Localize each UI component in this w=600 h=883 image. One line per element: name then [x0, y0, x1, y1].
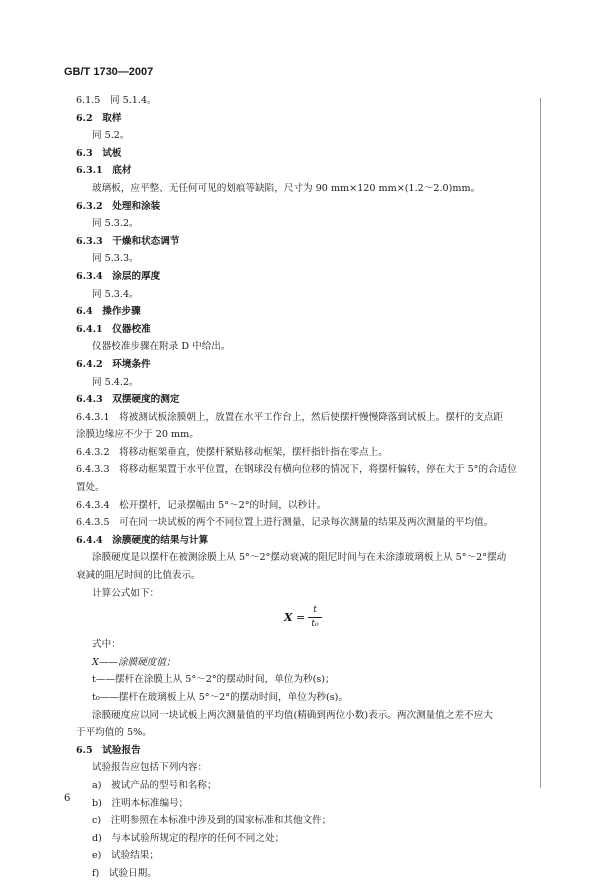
section-6-4-2-text: 同 5.4.2。: [92, 376, 139, 388]
report-item-f: f) 试验日期。: [92, 867, 157, 879]
page-number: 6: [64, 793, 71, 804]
section-6-5-heading: 6.5 试验报告: [76, 744, 141, 756]
clause-6-4-3-1-line1: 6.4.3.1 将被测试板涂膜朝上，放置在水平工作台上，然后使摆杆慢慢降落到试板上。摆杆的支点距: [76, 411, 503, 423]
report-item-e: e) 试验结果；: [92, 850, 159, 862]
symbol-x-definition: X——涂膜硬度值；: [92, 656, 176, 668]
page-body: [76, 92, 532, 883]
report-intro: 试验报告应包括下列内容：: [92, 762, 208, 774]
right-margin-rule: [540, 98, 541, 788]
section-6-4-2-heading: 6.4.2 环境条件: [76, 358, 151, 370]
report-item-b: b) 注明本标准编号；: [92, 797, 189, 809]
where-label: 式中：: [92, 639, 121, 651]
result-precision-line1: 涂膜硬度应以同一块试板上两次测量值的平均值(精确到两位小数)表示。两次测量值之差不应大: [92, 709, 493, 721]
clause-6-1-5: 6.1.5 同 5.1.4。: [76, 95, 157, 106]
section-6-3-3-text: 同 5.3.3。: [92, 253, 139, 265]
clause-6-4-3-5: 6.4.3.5 可在同一块试板的两个不同位置上进行测量，记录每次测量的结果及两次测量的平均值。: [76, 517, 494, 529]
section-6-3-2-heading: 6.3.2 处理和涂装: [76, 200, 161, 212]
section-6-3-1-text: 玻璃板，应平整、无任何可见的划痕等缺陷，尺寸为 90 mm×120 mm×(1.2～2.0)mm。: [92, 182, 481, 194]
report-item-a: a) 被试产品的型号和名称；: [92, 779, 217, 791]
formula-equals: =: [296, 611, 306, 625]
result-precision-line2: 于平均值的 5%。: [76, 727, 152, 739]
section-6-2-text: 同 5.2。: [92, 130, 130, 142]
section-6-3-2-text: 同 5.3.2。: [92, 218, 139, 230]
formula-intro: 计算公式如下：: [92, 587, 160, 599]
hardness-formula: [76, 602, 532, 636]
clause-6-4-3-4: 6.4.3.4 松开摆杆，记录摆幅由 5°～2°的时间，以秒计。: [76, 499, 327, 511]
section-6-3-4-text: 同 5.3.4。: [92, 288, 139, 300]
section-6-3-1-heading: 6.3.1 底材: [76, 165, 132, 177]
section-6-4-1-text: 仪器校准步骤在附录 D 中给出。: [92, 341, 231, 353]
section-6-3-heading: 6.3 试板: [76, 147, 122, 159]
symbol-t0-definition: t₀——摆杆在玻璃板上从 5°～2°的摆动时间，单位为秒(s)。: [92, 692, 349, 703]
symbol-t-definition: t——摆杆在涂膜上从 5°～2°的摆动时间，单位为秒(s)；: [92, 674, 335, 686]
hardness-definition-line1: 涂膜硬度是以摆杆在被测涂膜上从 5°～2°摆动衰减的阻尼时间与在未涂漆玻璃板上从 5°～2°摆动: [92, 552, 507, 564]
formula-lhs: X: [284, 611, 293, 625]
clause-6-4-3-1-line2: 涂膜边缘应不少于 20 mm。: [76, 429, 199, 441]
hardness-definition-line2: 衰减的阻尼时间的比值表示。: [76, 570, 201, 582]
document-header: GB/T 1730—2007: [64, 66, 154, 78]
report-item-c: c) 注明参照在本标准中涉及到的国家标准和其他文件；: [92, 815, 332, 827]
clause-6-4-3-3-line1: 6.4.3.3 将移动框架置于水平位置，在钢球没有横向位移的情况下，将摆杆偏转，停在大于 5°的合适位: [76, 464, 517, 476]
clause-6-4-3-3-line2: 置处。: [76, 482, 105, 494]
section-6-3-3-heading: 6.3.3 干燥和状态调节: [76, 235, 180, 247]
section-6-3-4-heading: 6.3.4 涂层的厚度: [76, 270, 161, 282]
section-6-4-heading: 6.4 操作步骤: [76, 306, 141, 318]
section-6-4-4-heading: 6.4.4 涂膜硬度的结果与计算: [76, 534, 209, 546]
report-item-d: d) 与本试验所规定的程序的任何不同之处；: [92, 832, 285, 844]
clause-6-4-3-2: 6.4.3.2 将移动框架垂直，使摆杆紧贴移动框架，摆杆指针指在零点上。: [76, 446, 388, 458]
formula-denominator: t₀: [311, 619, 319, 630]
section-6-2-heading: 6.2 取样: [76, 112, 122, 124]
section-6-4-3-heading: 6.4.3 双摆硬度的测定: [76, 394, 180, 406]
formula-fraction: [308, 604, 322, 631]
section-6-4-1-heading: 6.4.1 仪器校准: [76, 323, 151, 335]
formula-numerator: t: [308, 604, 322, 618]
